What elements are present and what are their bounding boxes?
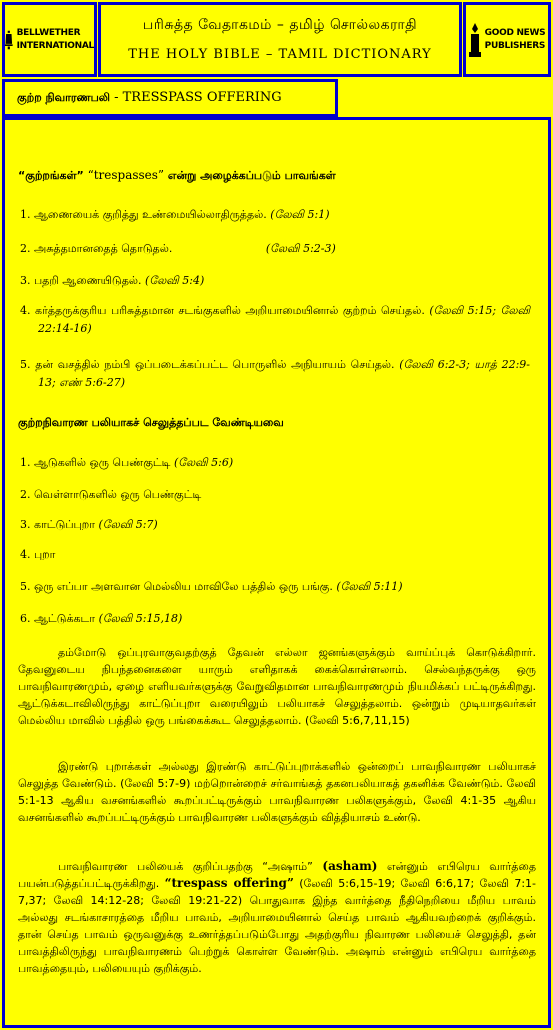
list-item — [20, 302, 530, 338]
item-reference: (லேவி 5:7) — [98, 518, 158, 531]
item-reference: (லேவி 5:15; லேவி 22:14-16) — [38, 304, 531, 335]
item-text: வெள்ளாடுகளில் ஒரு பெண்குட்டி — [34, 488, 202, 501]
list-item — [20, 516, 530, 534]
item-number: 1. — [20, 208, 31, 221]
list-item — [20, 272, 530, 290]
paragraph-3-asham: (asham) — [322, 859, 378, 873]
item-text: ஆட்டுக்கடா — [34, 612, 96, 625]
entry-title-english: - TRESSPASS OFFERING — [109, 90, 282, 105]
paragraph-3 — [18, 858, 536, 977]
paragraph-3-trespass: “trespass offering” — [164, 876, 294, 890]
logo-right-line2: PUBLISHERS — [484, 40, 546, 51]
title-banner — [98, 2, 462, 77]
item-text: புறா — [34, 548, 56, 561]
item-text: ஆடுகளில் ஒரு பெண்குட்டி — [34, 456, 171, 469]
good-news-logo — [463, 2, 551, 77]
item-reference: (லேவி 6:2-3; யாத் 22:9-13; எண் 5:6-27) — [38, 358, 531, 389]
item-number: 1. — [20, 456, 31, 469]
logo-right-line1: GOOD NEWS — [484, 27, 546, 38]
paragraph-3-part-b: என்னும் எபிரெய வார்த்தை பயன்படுத்தப்பட்டிருக்கிறது. — [18, 860, 537, 890]
item-text: காட்டுப்புறா — [34, 518, 95, 531]
entry-title-tamil: குற்ற நிவாரணபலி — [17, 91, 110, 104]
list-item — [20, 240, 530, 258]
item-text: அசுத்தமானதைத் தொடுதல். — [34, 242, 173, 255]
item-reference: (லேவி 5:11) — [336, 580, 403, 593]
item-number: 2. — [20, 242, 31, 255]
item-number: 5. — [20, 358, 31, 371]
item-reference: (லேவி 5:15,18) — [98, 612, 183, 625]
item-text: பதறி ஆணையிடுதல். — [34, 274, 142, 287]
paragraph-3-part-c: (லேவி 5:6,15-19; லேவி 6:6,17; லேவி 7:1-7,37; லேவி 14:12-28; லேவி 19:21-22) பொதுவாக இந்த வார்த்தை நீதிநெறியை மீறிய பாவம் அல்லது சடங்காசாரத்தை மீறிய பாவம், அறியாமையினால் செய்த பாவம் ஆகியவற்றைக் குறிக்கும். தான் செய்த பாவம் ஒருவனுக்கு உணர்த்தப்படும்போது அதற்குரிய நிவாரண பலியைச் செலுத்தி, தன் பாவத்திலிருந்து பாவநிவாரணம் பெற்றுக் கொள்ள வேண்டும். அஷாம் என்னும் எபிரெய வார்த்தை பாவத்தையும், பலியையும் குறிக்கும். — [18, 877, 536, 975]
list-item — [20, 206, 530, 224]
list-item — [20, 578, 530, 596]
paragraph-2: இரண்டு புறாக்கள் அல்லது இரண்டு காட்டுப்புறாக்களில் ஒன்றைப் பாவநிவாரண பலியாகச் செலுத்த வேண்டும். (லேவி 5:7-9) மற்றொன்றைச் சர்வாங்கத் தகனபலியாகத் தகனிக்க வேண்டும். லேவி 5:1-13 ஆகிய வசனங்களில் கூறப்பட்டிருக்கும் பாவநிவாரண பலிகளுக்கும், லேவி 4:1-35 ஆகிய வசனங்களில் கூறப்பட்டிருக்கும் பாவநிவாரண பலிகளுக்கும் வித்தியாசம் உண்டு. — [18, 760, 536, 824]
title-tamil: பரிசுத்த வேதாகமம் – தமிழ் சொல்லகராதி — [142, 17, 418, 33]
list-item — [20, 356, 530, 392]
bellwether-logo — [2, 2, 97, 77]
section1-heading-tamil1: “குற்றங்கள்” — [18, 169, 84, 182]
item-text: தன் வசத்தில் நம்பி ஒப்படைக்கப்பட்ட பொருளில் அநியாயம் செய்தல். — [35, 358, 395, 371]
item-number: 2. — [20, 488, 31, 501]
logo-left-line1: BELLWETHER — [16, 27, 81, 38]
item-text: ஒரு எப்பா அளவான மெல்லிய மாவிலே பத்தில் ஒரு பங்கு. — [34, 580, 333, 593]
item-number: 3. — [20, 274, 31, 287]
list-item — [20, 546, 530, 564]
item-number: 6. — [20, 612, 31, 625]
item-reference: (லேவி 5:4) — [145, 274, 205, 287]
item-text: ஆணையைக் குறித்து உண்மையில்லாதிருத்தல். — [34, 208, 267, 221]
section2-heading: குற்றநிவாரண பலியாகச் செலுத்தப்பட வேண்டியவை — [18, 416, 284, 429]
entry-title — [17, 90, 282, 106]
lamp-icon — [469, 23, 481, 57]
list-item — [20, 486, 530, 504]
logo-left-line2: INTERNATIONAL — [16, 40, 94, 51]
section1-heading-english: “trespasses” — [83, 168, 168, 182]
list-item — [20, 454, 530, 472]
item-reference: (லேவி 5:2-3) — [265, 242, 336, 255]
item-reference: (லேவி 5:1) — [270, 208, 330, 221]
section1-heading — [18, 168, 538, 184]
item-number: 5. — [20, 580, 31, 593]
list-item — [20, 610, 530, 628]
item-number: 4. — [20, 304, 31, 317]
item-text: கர்த்தருக்குரிய பரிசுத்தமான சடங்குகளில் அறியாமையினால் குற்றம் செய்தல். — [35, 304, 425, 317]
paragraph-1: தம்மோடு ஒப்புரவாகுவதற்குத் தேவன் எல்லா ஜனங்களுக்கும் வாய்ப்புக் கொடுக்கிறார். தேவனுடைய நிபந்தனைகளை யாரும் எளிதாகக் கைக்கொள்ளலாம். செல்வந்தருக்கு ஒரு பாவநிவாரணமும், ஏழை எளியவர்களுக்கு வேறுவிதமான பாவநிவாரணமும் நியமிக்கப் பட்டிருக்கிறது. ஆட்டுக்கடாவிலிருந்து காட்டுப்புறா வரையிலும் பலியாகச் செலுத்தலாம். ஒன்றும் முடியாதவர்கள் மெல்லிய மாவில் பத்தில் ஒரு பங்கைக்கூட செலுத்தலாம். (லேவி 5:6,7,11,15) — [18, 646, 536, 727]
item-reference: (லேவி 5:6) — [173, 456, 234, 469]
item-number: 4. — [20, 548, 31, 561]
section1-heading-tamil2: என்று அழைக்கப்படும் பாவங்கள் — [167, 169, 336, 182]
entry-content — [2, 117, 551, 1028]
paragraph-3-part-a: பாவநிவாரண பலியைக் குறிப்பதற்கு “அஷாம்” — [58, 860, 323, 873]
bell-icon — [5, 23, 13, 57]
item-number: 3. — [20, 518, 31, 531]
title-english: THE HOLY BIBLE – TAMIL DICTIONARY — [128, 47, 432, 62]
entry-title-box — [2, 79, 338, 117]
